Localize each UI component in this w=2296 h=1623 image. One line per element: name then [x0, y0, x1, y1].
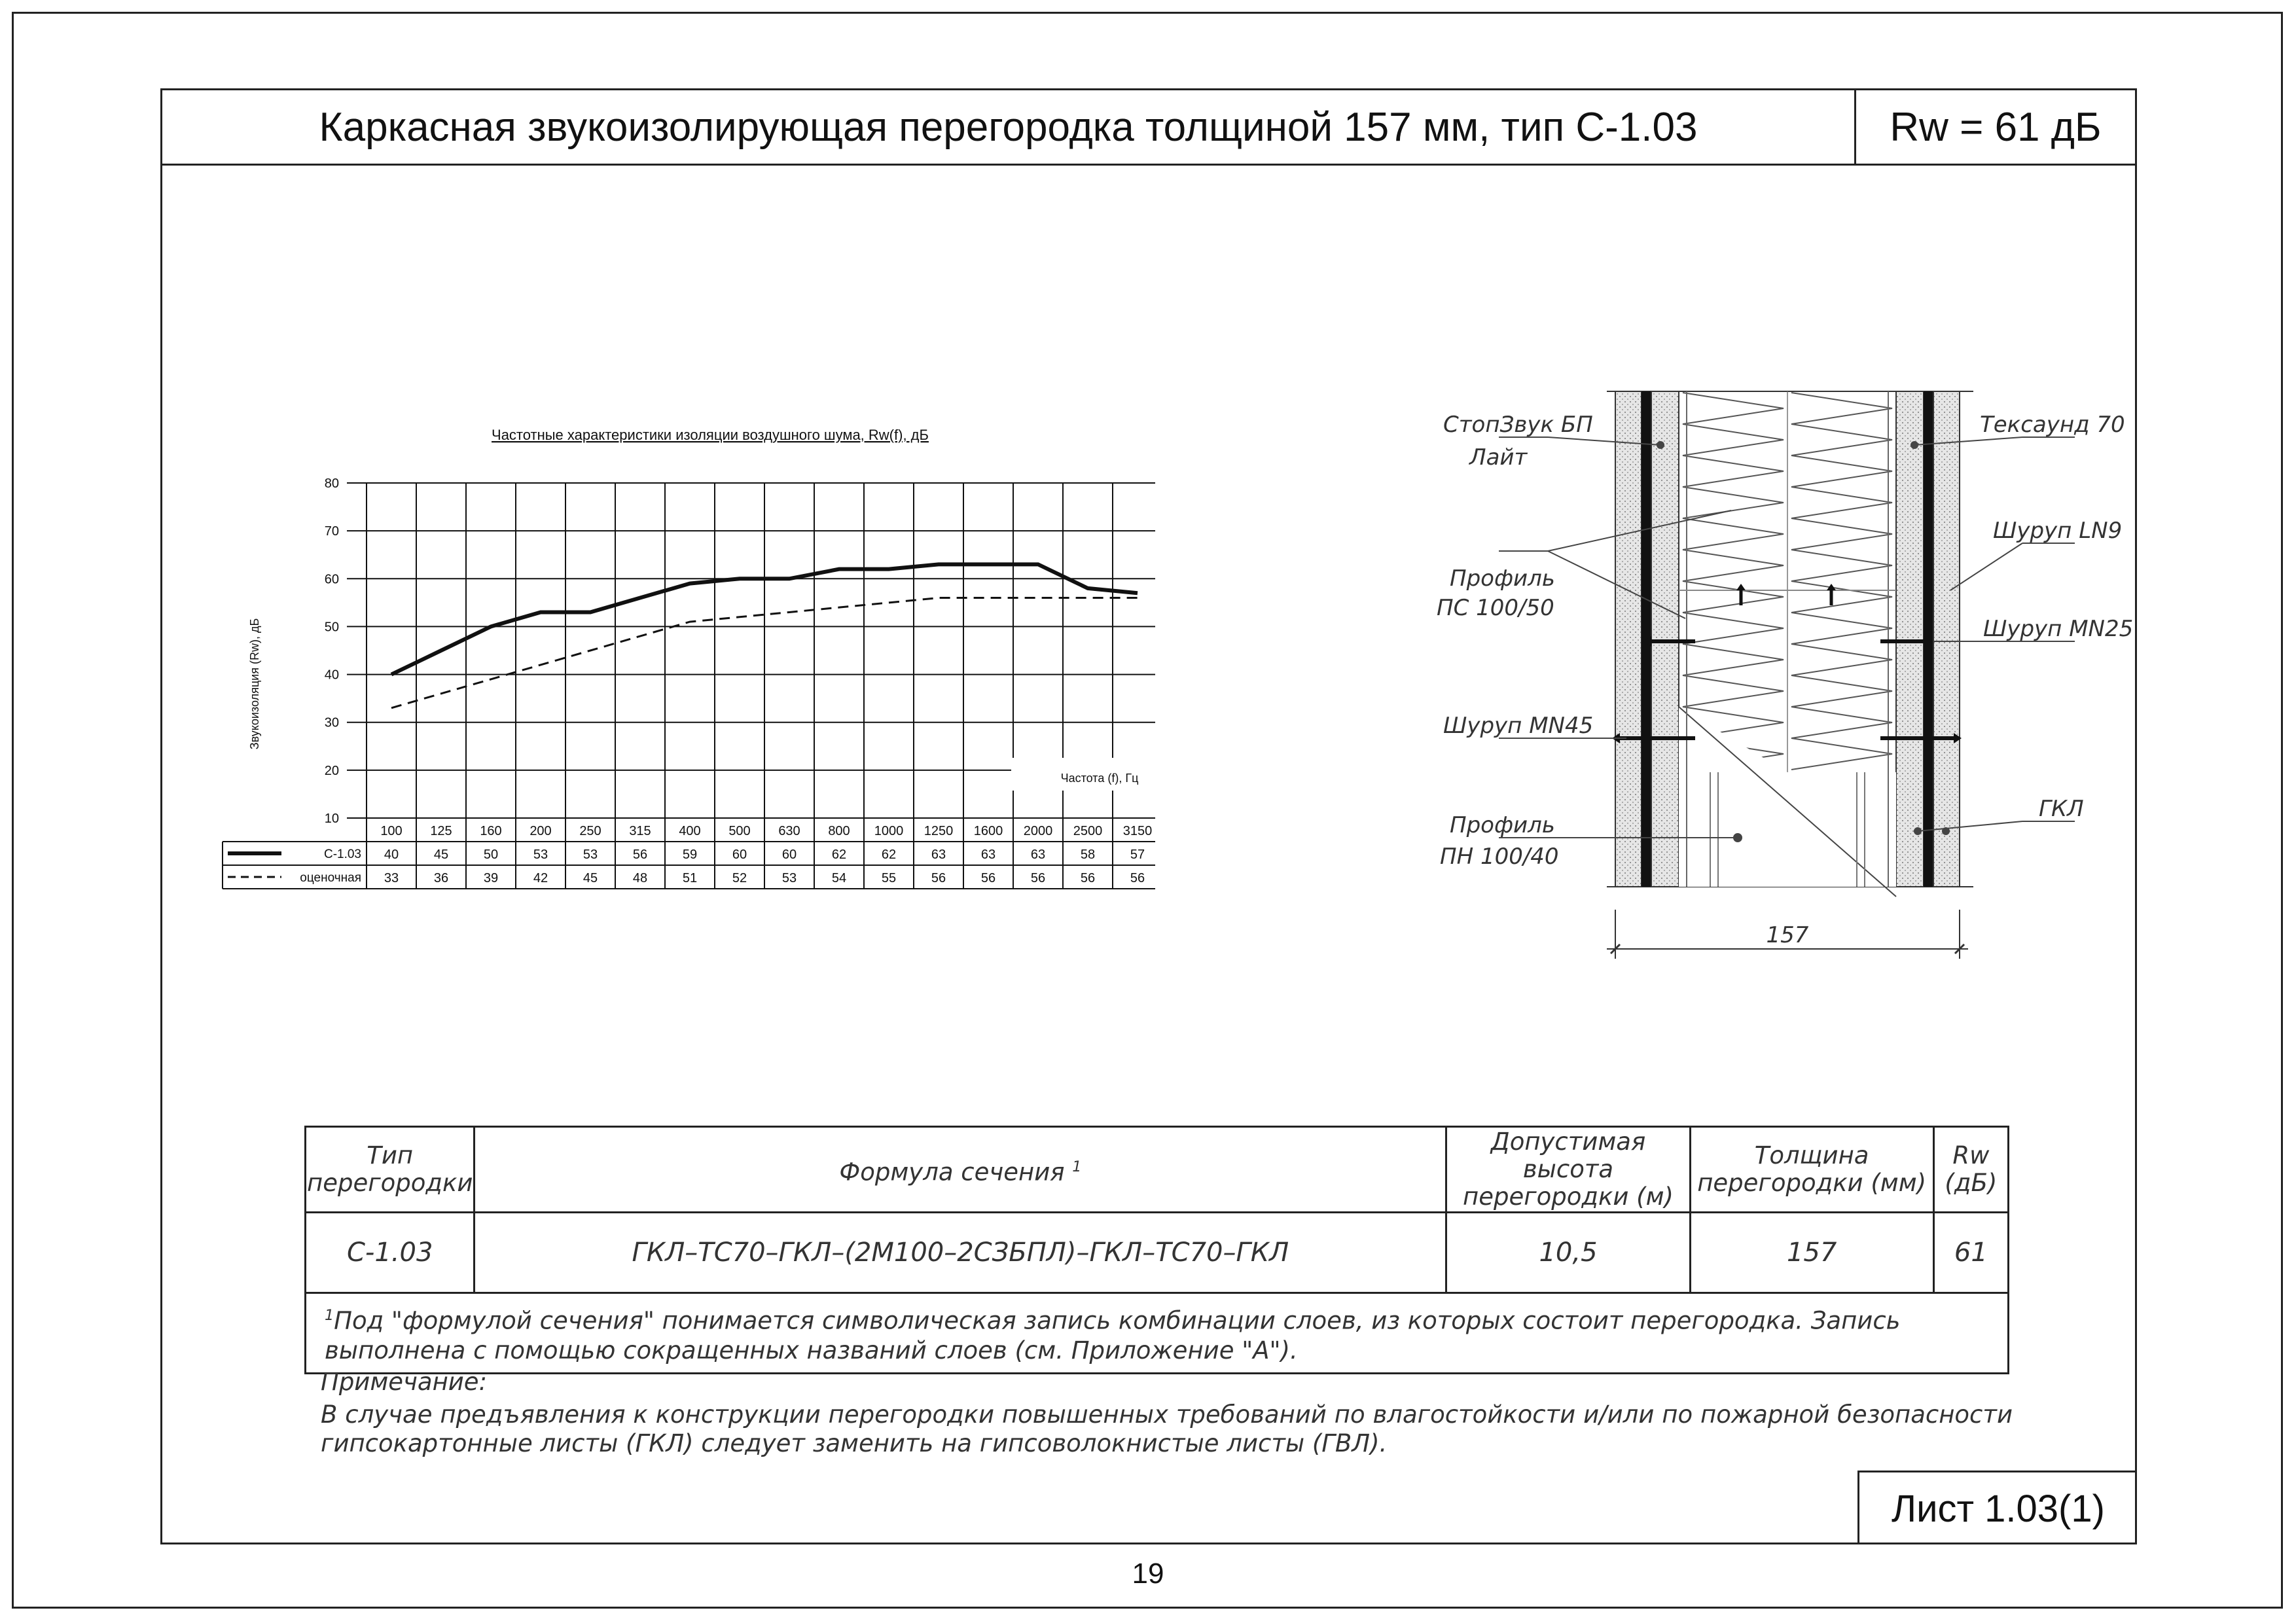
gkl-sheet-left-inner [1651, 391, 1679, 887]
x-tick-label: 630 [778, 824, 800, 838]
data-label: 36 [433, 871, 449, 885]
y-tick-label: 40 [324, 668, 339, 683]
data-label: 63 [931, 847, 946, 862]
spec-table-row [306, 1213, 2009, 1293]
footnote-text: $^1$Под "формулой сечения" понимается символическая запись комбинации слоев, из которых состоит перегородка. Запись выполнена с помощью сокращенных названий слоев (см. Приложение "А"). [306, 1293, 2009, 1374]
header-rw: Rw (дБ) [1933, 1127, 2008, 1213]
data-label: 53 [583, 847, 598, 862]
label-stopzvuk: СтопЗвук БП [1443, 412, 1593, 438]
x-tick-label: 200 [529, 824, 552, 838]
data-label: 54 [831, 871, 847, 885]
data-label: 40 [384, 847, 399, 862]
data-label: 59 [682, 847, 698, 862]
data-label: 52 [732, 871, 747, 885]
header-type: Тип перегородки [306, 1127, 475, 1213]
y-tick-label: 10 [324, 812, 339, 826]
label-stopzvuk-lite: Лайт [1469, 444, 1528, 471]
cell-type: С-1.03 [306, 1213, 475, 1293]
y-tick-label: 30 [324, 715, 339, 730]
note-label: Примечание: [321, 1368, 488, 1396]
data-label: 63 [1030, 847, 1046, 862]
partition-section-drawing [1430, 380, 2137, 969]
x-tick-label: 500 [728, 824, 751, 838]
header-height: Допустимая высота перегородки (м) [1446, 1127, 1690, 1213]
x-tick-label: 100 [380, 824, 403, 838]
data-label: 45 [583, 871, 598, 885]
sheet-label: Лист 1.03(1) [1857, 1471, 2137, 1544]
label-screw-mn25: Шуруп MN25 [1983, 616, 2134, 642]
data-label: 60 [732, 847, 747, 862]
header-formula: Формула сечения $^1$ [475, 1127, 1446, 1213]
data-label: 56 [980, 871, 996, 885]
x-axis-label: Частота (f), Гц [1060, 772, 1139, 785]
data-label: 56 [1080, 871, 1096, 885]
gkl-sheet-right-inner [1896, 391, 1924, 887]
label-texound: Тексаунд 70 [1980, 412, 2125, 438]
x-tick-label: 125 [430, 824, 452, 838]
sound-insulation-chart [219, 419, 1155, 897]
data-label: 45 [433, 847, 449, 862]
data-label: 56 [1130, 871, 1145, 885]
y-tick-label: 70 [324, 524, 339, 539]
data-label: 56 [931, 871, 946, 885]
legend-label: оценочная [300, 871, 361, 885]
label-profile-ps-size: ПС 100/50 [1437, 595, 1554, 621]
y-tick-label: 80 [324, 476, 339, 491]
screw-ln9-left [1736, 584, 1746, 605]
legend-label: С-1.03 [323, 847, 361, 861]
data-label: 51 [682, 871, 698, 885]
x-tick-label: 1250 [924, 824, 954, 838]
label-profile-ps: Профиль [1450, 565, 1555, 592]
data-label: 58 [1080, 847, 1096, 862]
rw-rating: Rw = 61 дБ [1890, 104, 2102, 150]
data-label: 57 [1130, 847, 1145, 862]
cell-thickness: 157 [1690, 1213, 1933, 1293]
mineral-wool-insulation [1679, 391, 1896, 897]
note-text: В случае предъявления к конструкции перегородки повышенных требований по влагостойкости и/или по пожарной безопасности гипсокартонные листы (ГКЛ) следует заменить на гипсоволокнистые листы (ГВЛ). [321, 1400, 2013, 1457]
x-tick-label: 400 [679, 824, 701, 838]
thickness-dimension [1607, 910, 1968, 959]
label-gkl: ГКЛ [2039, 796, 2084, 822]
label-profile-pn: Профиль [1450, 812, 1555, 838]
cell-height: 10,5 [1446, 1213, 1690, 1293]
gkl-sheet-left-outer [1615, 391, 1641, 887]
x-tick-label: 2500 [1073, 824, 1103, 838]
x-tick-label: 800 [828, 824, 850, 838]
data-label: 33 [384, 871, 399, 885]
data-label: 56 [632, 847, 648, 862]
data-label: 55 [881, 871, 897, 885]
data-label: 48 [632, 871, 648, 885]
label-profile-pn-size: ПН 100/40 [1440, 844, 1559, 870]
y-axis-label: Звукоизоляция (Rw), дБ [248, 618, 261, 750]
data-label: 63 [980, 847, 996, 862]
chart-data-table [223, 818, 1155, 889]
partition-spec-table [304, 1126, 2009, 1374]
data-label: 53 [533, 847, 548, 862]
gkl-sheet-right-outer [1933, 391, 1960, 887]
data-label: 62 [831, 847, 847, 862]
header-thickness: Толщина перегородки (мм) [1690, 1127, 1933, 1213]
dimension-value: 157 [1766, 922, 1809, 948]
data-label: 39 [483, 871, 499, 885]
label-screw-mn45: Шуруп MN45 [1443, 713, 1594, 739]
data-label: 42 [533, 871, 548, 885]
label-screw-ln9: Шуруп LN9 [1993, 518, 2123, 544]
cell-rw: 61 [1933, 1213, 2008, 1293]
x-tick-label: 160 [480, 824, 502, 838]
y-tick-label: 50 [324, 620, 339, 635]
page-title: Каркасная звукоизолирующая перегородка толщиной 157 мм, тип С-1.03 [162, 90, 1856, 164]
title-block [162, 90, 2135, 166]
x-tick-label: 315 [629, 824, 651, 838]
page-number: 19 [1132, 1558, 1164, 1590]
data-label: 53 [781, 871, 797, 885]
y-tick-labels [325, 476, 339, 826]
cell-formula: ГКЛ–ТС70–ГКЛ–(2М100–2СЗБПЛ)–ГКЛ–ТС70–ГКЛ [475, 1213, 1446, 1293]
spec-table-header [306, 1127, 2009, 1213]
chart-title: Частотные характеристики изоляции воздушного шума, Rw(f), дБ [492, 427, 929, 443]
spec-table-footnote [306, 1293, 2009, 1374]
x-tick-label: 250 [579, 824, 601, 838]
data-label: 50 [483, 847, 499, 862]
data-label: 60 [781, 847, 797, 862]
y-tick-label: 60 [324, 572, 339, 587]
x-tick-label: 2000 [1023, 824, 1053, 838]
x-tick-label: 1600 [973, 824, 1003, 838]
data-label: 56 [1030, 871, 1046, 885]
x-tick-label: 1000 [874, 824, 904, 838]
y-tick-label: 20 [324, 763, 339, 778]
data-label: 62 [881, 847, 897, 862]
x-tick-label: 3150 [1122, 824, 1153, 838]
